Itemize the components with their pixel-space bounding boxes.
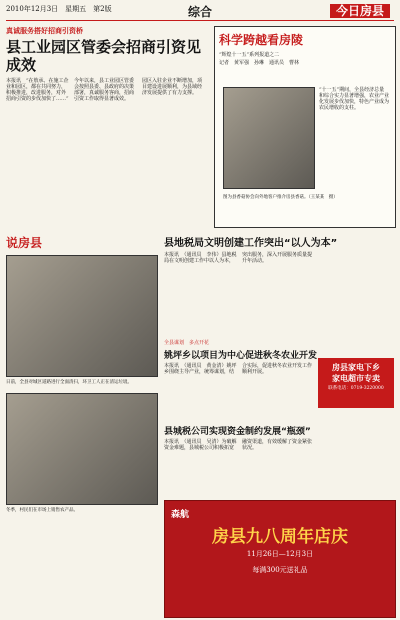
paragraph: 本报讯 （通讯员 吴清）为破解资金难题，县城税公司积极拓宽融资渠道，有效缓解了资金紧张状况。 bbox=[164, 439, 313, 451]
sidebar-header: 说房县 bbox=[6, 236, 43, 250]
ad-top: 森航 bbox=[171, 510, 190, 520]
promo-line: 房县家电下乡 bbox=[332, 363, 380, 372]
kicker: 全县谋划 多点开花 bbox=[164, 340, 210, 346]
promo-line: 家电超市专卖 bbox=[332, 374, 380, 383]
photo bbox=[223, 87, 315, 189]
ad-bottom: 每满300元送礼品 bbox=[252, 566, 308, 574]
logo: 今日房县 bbox=[330, 4, 390, 18]
middle-article bbox=[164, 234, 394, 334]
byline: 记者 黄军强 孙琳 通讯员 曹林 bbox=[219, 60, 300, 66]
paragraph: 本报讯 （通讯员 黄金清）姚坪乡围绕主导产业，统筹谋划，结合实际，促进秋冬农业开发工作顺利开展。 bbox=[164, 363, 313, 375]
headline: 姚坪乡以项目为中心促进秋冬农业开发 bbox=[164, 351, 318, 361]
left-sidebar bbox=[6, 234, 156, 614]
paragraph: 本报讯 “在敖承、在施工企业和园区，都在共同努力，积极推进，改进服务，对外招商引资的步伐加快了……” bbox=[6, 78, 69, 102]
section-title: 综合 bbox=[188, 5, 213, 19]
paragraph: “十一五”期间，全县经济总量和综合实力显著增强，农业产业化发展步伐加快，特色产业成为农民增收的支柱。 bbox=[319, 87, 390, 111]
promo-box bbox=[318, 358, 394, 408]
caption: 冬季，村民们在市场上销售农产品。 bbox=[6, 508, 78, 514]
headline: 县城税公司实现资金制约发展“瓶颈” bbox=[164, 427, 311, 437]
ad-main: 房县九八周年店庆 bbox=[212, 527, 348, 547]
ad-sub: 11月26日—12月3日 bbox=[246, 550, 314, 558]
body-text bbox=[6, 78, 206, 102]
top-left-article bbox=[6, 26, 206, 226]
paragraph: 园区入驻企业不断增加，项目建设进展顺利，为县域经济发展提供了有力支撑。 bbox=[142, 78, 203, 96]
caption: 日前，全县对城区道路进行全面清扫，环卫工人正在清运垃圾。 bbox=[6, 380, 132, 385]
photo bbox=[6, 255, 158, 377]
header-rule bbox=[6, 20, 394, 21]
headline: 县地税局文明创建工作突出“以人为本” bbox=[164, 238, 338, 249]
paragraph: 本报讯 （通讯员 李伟）县地税局在文明创建工作中以人为本，突出服务，深入开展服务质量提升年活动。 bbox=[164, 252, 313, 264]
paragraph: 今年以来，县工业园区管委会按照县委、县政府的决策部署，真诚服务客商，招商引资工作取得显著成效。 bbox=[74, 78, 135, 102]
photo bbox=[6, 393, 158, 505]
kicker: 真诚服务搭好招商引资桥 bbox=[6, 27, 83, 35]
article-3 bbox=[164, 424, 394, 494]
top-right-feature bbox=[214, 26, 396, 228]
promo-line: 联系电话：0719-3220000 bbox=[328, 386, 384, 391]
headline: 县工业园区管委会招商引资见成效 bbox=[6, 38, 202, 74]
subtitle: “辉煌十一五”系列报道之二 bbox=[219, 52, 280, 58]
caption: 图为县香菇协会向外地客户推介房县香菇。（王某某 摄） bbox=[223, 195, 338, 200]
banner: 科学跨越看房陵 bbox=[219, 33, 304, 47]
ad-banner bbox=[164, 500, 396, 618]
date-line: 2010年12月3日 星期五 第2版 bbox=[6, 5, 112, 13]
